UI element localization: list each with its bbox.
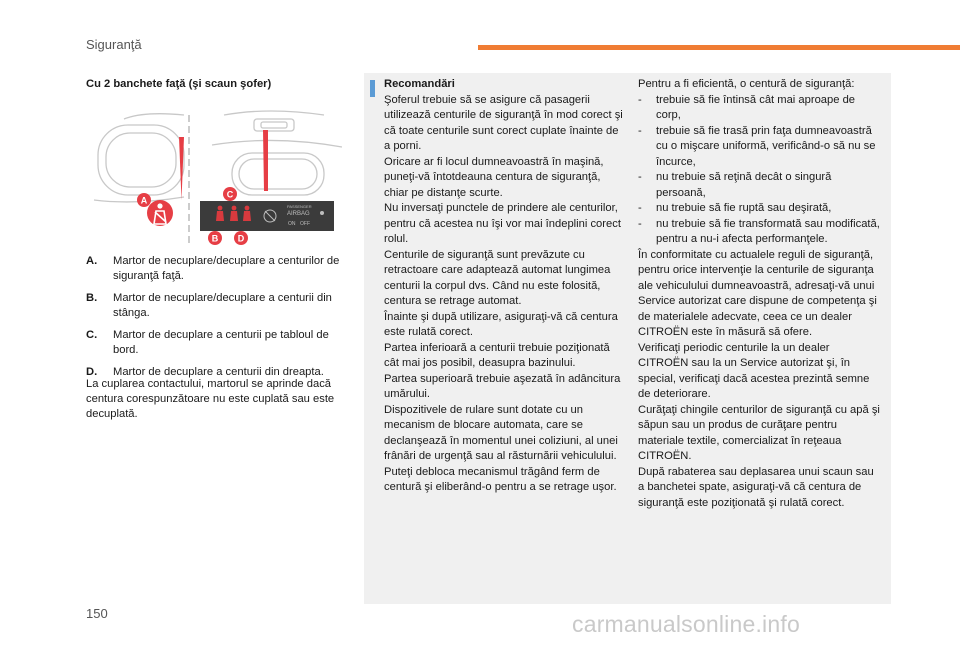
seatbelt-icon [147, 200, 173, 226]
callout-badge-B [208, 231, 222, 245]
svg-text:D: D [237, 233, 245, 244]
callout-badge-D [234, 231, 248, 245]
panel-label-on: ON [288, 221, 296, 227]
legend-item-c: C. Martor de decuplare a centurii pe tabloul de bord. [86, 329, 329, 356]
rec-paragraph: Şoferul trebuie să se asigure că pasagerii utilizează centurile de siguranţă în mod corect şi că toate centurile sunt corect cuplate înainte de a porni. [384, 93, 623, 152]
subheading: Cu 2 banchete faţă (şi scaun şofer) [86, 78, 272, 90]
recommendations-column-1 [384, 77, 626, 496]
callout-badge-A [137, 193, 151, 207]
list-item: - trebuie să fie trasă prin faţa dumneavoastră cu o mişcare uniformă, verificând-o să nu se încurce, [638, 124, 876, 168]
rec-paragraph: Nu inversaţi punctele de prindere ale centurilor, pentru că acestea nu îşi vor mai îndeplini corect rolul. [384, 202, 621, 245]
svg-text:A: A [140, 195, 148, 206]
panel-label-airbag: AIRBAG [287, 211, 310, 217]
rear-mirror [212, 111, 342, 195]
svg-text:C: C [226, 189, 234, 200]
recommendations-column-2 [638, 77, 882, 511]
rec-paragraph: Înainte şi după utilizare, asiguraţi-vă că centura este rulată corect. [384, 310, 618, 338]
rec-paragraph: Curăţaţi chingile centurilor de siguranţă cu apă şi săpun sau un produs de curăţare pentru materiale textile, comercializat în reţeaua CITROËN. [638, 403, 880, 462]
legend-item-a: A. Martor de necuplare/decuplare a centurilor de siguranţă faţă. [86, 255, 340, 282]
recommendation-marker-icon [370, 80, 375, 97]
recommendations-title: Recomandări [384, 78, 455, 90]
svg-text:B: B [211, 233, 219, 244]
seatbelt-lamp-icons [216, 206, 251, 221]
rec-paragraph: În conformitate cu actualele reguli de siguranţă, pentru orice intervenţie la centurile de siguranţa ale vehiculului dumneavoastră, adresaţi-vă unui Service autorizat care dispune de competenţa şi de materialele adecvate, ceea ce un dealer CITROËN este în măsură să ofere. [638, 248, 877, 338]
section-title: Siguranţă [86, 37, 142, 52]
ignition-note: La cuplarea contactului, martorul se aprinde dacă centura corespunzătoare nu este cuplată sau este decuplată. [86, 378, 335, 420]
panel-label-passenger: PASSENGER [287, 204, 312, 209]
legend-list [86, 254, 348, 387]
rec-paragraph: Dispozitivele de rulare sunt dotate cu un mecanism de blocare automata, care se declanşează în momentul unei coliziuni, al unei frânări de urgenţă sau al răsturnării vehiculului. Puteţi debloca mecanismul trăgând ferm de centură şi eliberând-o pentru a se retrage uşor. [384, 403, 618, 493]
instrument-cluster [94, 114, 184, 202]
callout-badge-C [223, 187, 237, 201]
header-accent-bar [478, 45, 960, 50]
legend-item-d: D. Martor de decuplare a centurii din dreapta. [86, 366, 324, 378]
watermark: carmanualsonline.info [572, 611, 800, 637]
rec-paragraph: Verificaţi periodic centurile la un dealer CITROËN sau la un Service autorizat şi, în special, verificaţi dacă acestea prezintă semne de deteriorare. [638, 341, 870, 400]
rec-paragraph: Centurile de siguranţă sunt prevăzute cu retractoare care adaptează automat lungimea centurii la corpul dvs. Când nu este folosită, centura se retrage automat. [384, 248, 611, 307]
legend-item-b: B. Martor de necuplare/decuplare a centurii din stânga. [86, 292, 332, 319]
page-number: 150 [86, 606, 108, 621]
list-item: - trebuie să fie întinsă cât mai aproape de corp, [638, 93, 856, 121]
list-item: - nu trebuie să reţină decât o singură persoană, [638, 171, 832, 199]
list-item: - nu trebuie să fie transformată sau modificată, pentru a nu-i afecta performanţele. [638, 217, 880, 245]
rec-paragraph: Partea inferioară a centurii trebuie poziţionată cât mai jos posibil, deasupra bazinului. [384, 341, 610, 369]
list-item: - nu trebuie să fie ruptă sau deşirată, [638, 202, 832, 214]
callout-arrow-C [263, 130, 268, 191]
seat-icon [320, 211, 324, 215]
rec-paragraph: După rabaterea sau deplasarea unui scaun sau a banchetei spate, asiguraţi-vă că centura de siguranţă este poziţionată şi rulată corect. [638, 465, 874, 509]
rec-paragraph: Oricare ar fi locul dumneavoastră în maşină, puneţi-vă întotdeauna centura de siguranţă, chiar pe distanţe scurte. [384, 155, 604, 199]
rec-intro: Pentru a fi eficientă, o centură de siguranţă: [638, 78, 855, 90]
panel-label-off: OFF [300, 221, 310, 227]
rec-paragraph: Partea superioară trebuie aşezată în adâncitura umărului. [384, 372, 621, 400]
dashboard-illustration [84, 105, 342, 250]
